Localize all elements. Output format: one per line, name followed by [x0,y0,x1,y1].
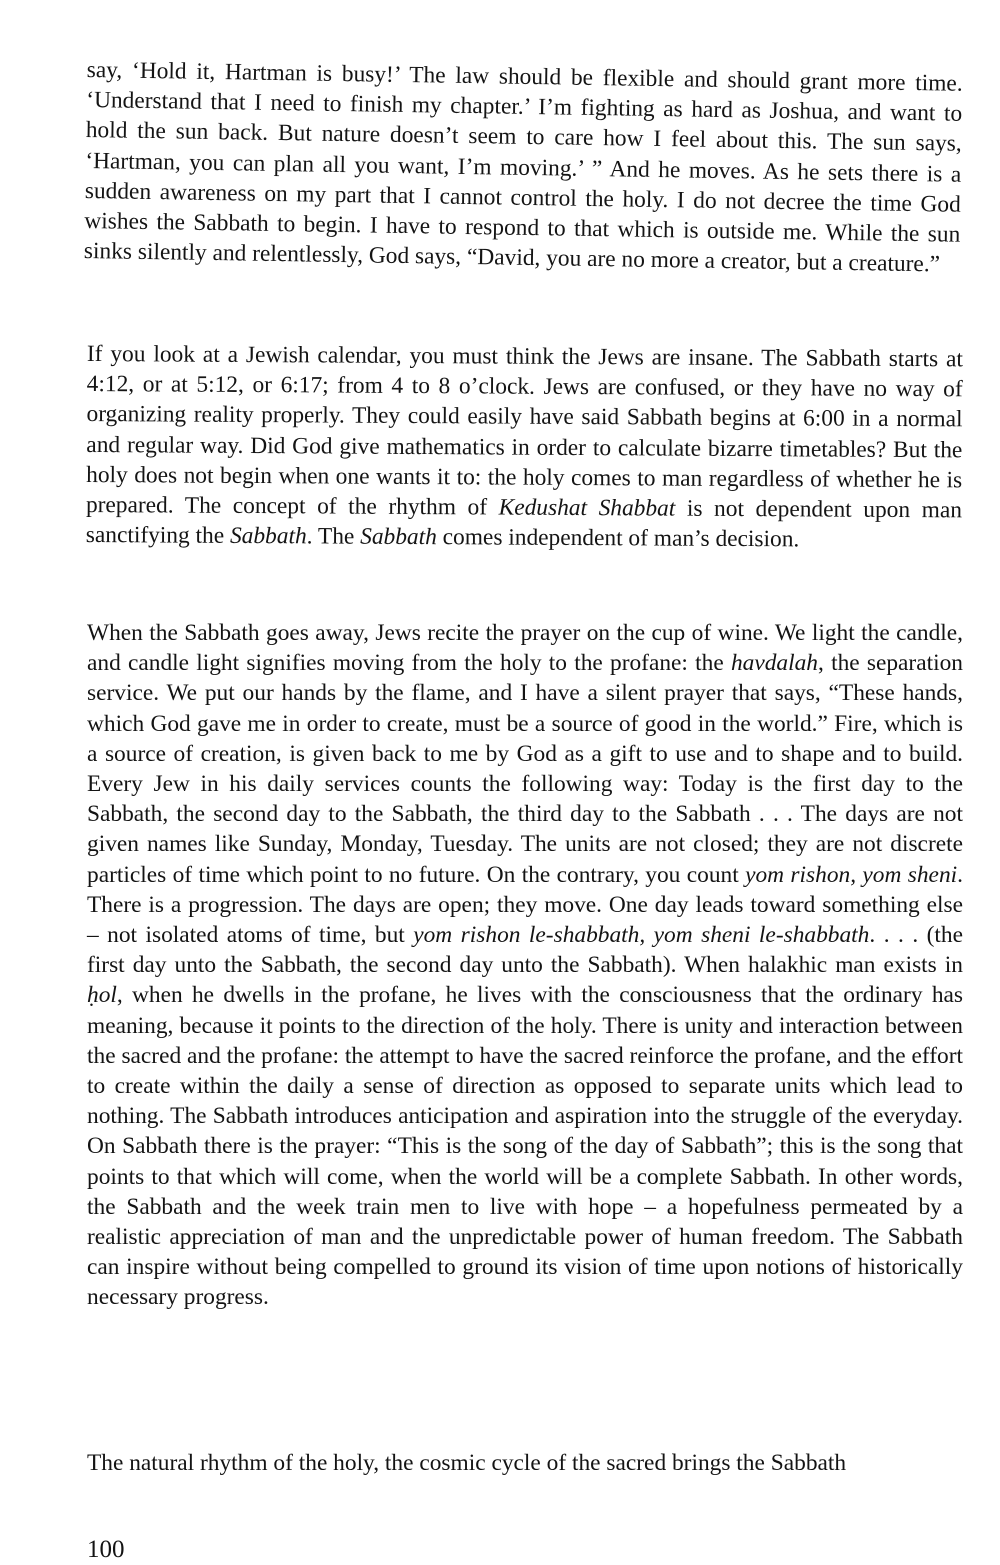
text-segment: , the separation service. We put our hands by the flame, and I have a silent prayer that says, “These hands, which God gave me in order to create, must be a source of good in the world.” Fire, which is a source of creation, is given back to me by God as a gift to use and to shape and to build. Every Jew in his daily services counts the following way: Today is the first day to the Sabbath, the second day to the Sabbath, the third day to the Sabbath . . . The days are not given names like Sunday, Monday, Tuesday. The units are not closed; they are not discrete particles of time which point to no future. On the contrary, you count [87,650,963,888]
italic-term-yom-rishon-yom-sheni: yom rishon, yom sheni [745,861,958,888]
paragraph-havdalah [87,618,963,1313]
text-segment: , when he dwells in the profane, he lives with the consciousness that the ordinary has meaning, because it points to the direction of the holy. There is unity and interaction between the sacred and the profane: the attempt to have the sacred reinforce the profane, and the effort to create within the daily a sense of direction as opposed to separate units which lead to nothing. The Sabbath introduces anticipation and aspiration into the struggle of the everyday. On Sabbath there is the prayer: “This is the song of the day of Sabbath”; this is the song that points to that which will come, when the world will be a complete Sabbath. In other words, the Sabbath and the week train men to live with hope – a hopefulness permeated by a realistic appreciation of man and the unpredictable power of human freedom. The Sabbath can inspire without being compelled to ground its vision of time upon notions of historically necessary progress. [87,982,963,1311]
text-segment: . There is a progression. The days are open; they move. One day leads toward something else – not isolated atoms of time, but [87,861,963,949]
italic-term-havdalah: havdalah [730,650,818,677]
text-segment: is not dependent upon man sanctifying the [85,495,963,550]
page-number: 100 [87,1536,125,1563]
italic-term-le-shabbath: yom rishon le-shabbath, yom sheni le-shabbath [413,922,870,949]
text-segment: comes independent of man’s decision. [436,524,800,553]
text-segment: When the Sabbath goes away, Jews recite the prayer on the cup of wine. We light the candle, and candle light signifies moving from the holy to the profane: the [87,620,963,677]
italic-term-sabbath: Sabbath [229,523,307,550]
text-segment: say, ‘Hold it, Hartman is busy!’ The law should be flexible and should grant more time. ‘Understand that I need to finish my chapter.’ I’m fighting as hard as Joshua, and want to hold the sun back. But nature doesn’t seem to care how I feel about this. The sun says, ‘Hartman, you can plan all you want, I’m moving.’ ” And he moves. As he sets there is a sudden awareness on my part that I cannot control the holy. I do not decree the time God wishes the Sabbath to begin. I have to respond to that which is outside me. While the sun sinks silently and relentlessly, God says, “David, you are no more a creator, but a creature.” [83,56,963,278]
paragraph-natural-rhythm [87,1448,963,1478]
text-segment: . The [306,523,361,550]
paragraph-hartman-sun [84,55,963,280]
italic-term-sabbath: Sabbath [360,523,437,551]
italic-term-kedushat-shabbat: Kedushat Shabbat [498,494,676,522]
text-segment: The natural rhythm of the holy, the cosmic cycle of the sacred brings the Sabbath [87,1450,847,1476]
italic-term-hol: ḥol [87,982,117,1009]
paragraph-jewish-calendar [86,339,963,556]
text-segment: If you look at a Jewish calendar, you must think the Jews are insane. The Sabbath starts at 4:12, or at 5:12, or 6:17; from 4 to 8 o’clock. Jews are confused, or they have no way of organizing reality properly. They could easily have said Sabbath begins at 6:00 in a normal and regular way. Did God give mathematics in order to calculate bizarre timetables? But the holy does not begin when one wants it to: the holy comes to man regardless of whether he is prepared. The concept of the rhythm of [85,340,963,521]
text-segment: . . . . (the first day unto the Sabbath, the second day unto the Sabbath). When halakhic man exists in [87,922,963,979]
